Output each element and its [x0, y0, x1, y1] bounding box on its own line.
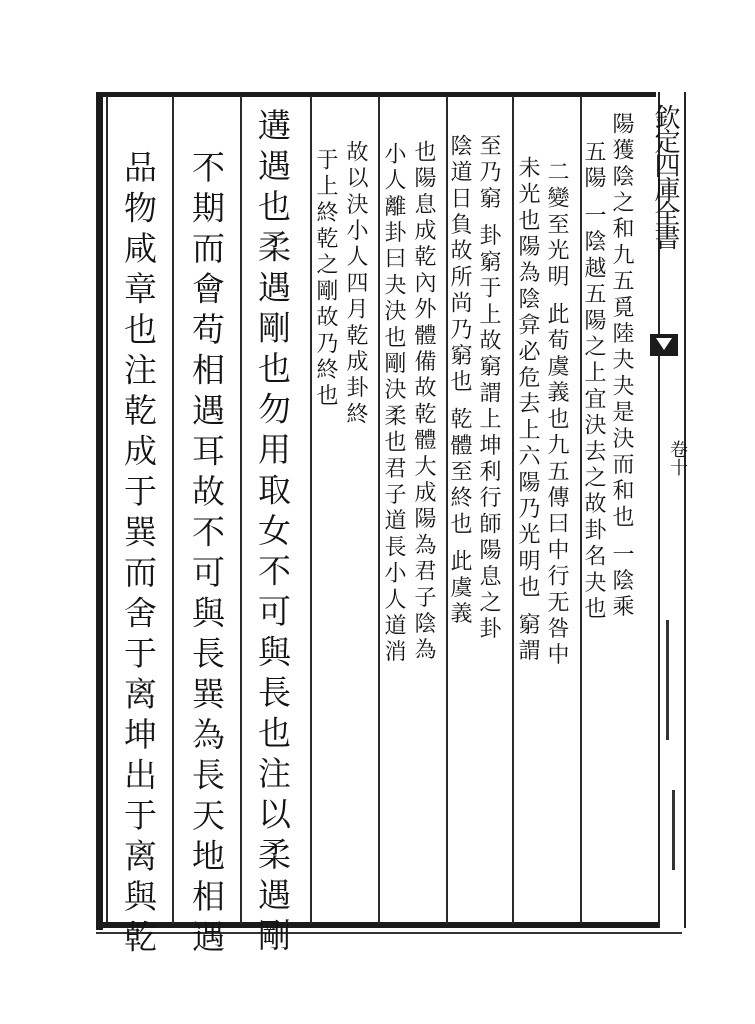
margin-mark — [672, 790, 675, 870]
column-rule — [512, 96, 514, 924]
text-column-annotation: 也陽息成乾內外體備故乾體大成陽為君子陰為 — [411, 140, 436, 664]
text-column-annotation: 二變至光明 此荀虞義也九五傳曰中行无咎中 — [544, 160, 569, 669]
text-column-annotation: 未光也陽為陰弇必危去上六陽乃光明也 窮謂 — [515, 156, 540, 665]
text-column-main: 遘遇也柔遇剛也勿用取女不可與長也注以柔遇剛 — [253, 108, 292, 959]
text-column-annotation: 陰道日負故所尚乃窮也 乾體至終也 此虞義 — [447, 134, 472, 628]
text-column-annotation: 陽獲陰之和九五覓陸夬夬是決而和也 一陰乘 — [609, 112, 634, 621]
column-rule — [240, 96, 242, 924]
frame-top-border — [96, 92, 656, 97]
column-rule — [172, 96, 174, 924]
text-column-annotation: 小人離卦曰夬決也剛決柔也君子道長小人道消 — [381, 142, 406, 666]
text-column-annotation: 五陽 一陰越五陽之上宜決去之故卦名夬也 — [581, 140, 606, 623]
column-rule — [310, 96, 312, 924]
text-column-annotation: 于上終乾之剛故乃終也 — [313, 148, 338, 410]
column-rule — [378, 96, 380, 924]
text-column-main: 品物咸章也注乾成于巽而舍于离坤出于离與乾 — [119, 150, 158, 960]
margin-mark — [666, 620, 669, 740]
frame-left-inner-border — [106, 96, 108, 926]
text-column-main: 不期而會苟相遇耳故不可與長巽為長天地相遇 — [187, 150, 226, 960]
volume-label: 卷十 — [667, 440, 688, 476]
frame-left-border — [96, 92, 103, 930]
text-column-annotation: 至乃窮 卦窮于上故窮謂上坤利行師陽息之卦 — [476, 134, 501, 643]
book-title: 欽定四庫全書 — [650, 104, 680, 248]
text-column-annotation: 故以決小人四月乾成卦終 — [343, 140, 368, 429]
frame-bottom-inner-border — [96, 932, 682, 934]
frame-bottom-border — [96, 922, 676, 928]
